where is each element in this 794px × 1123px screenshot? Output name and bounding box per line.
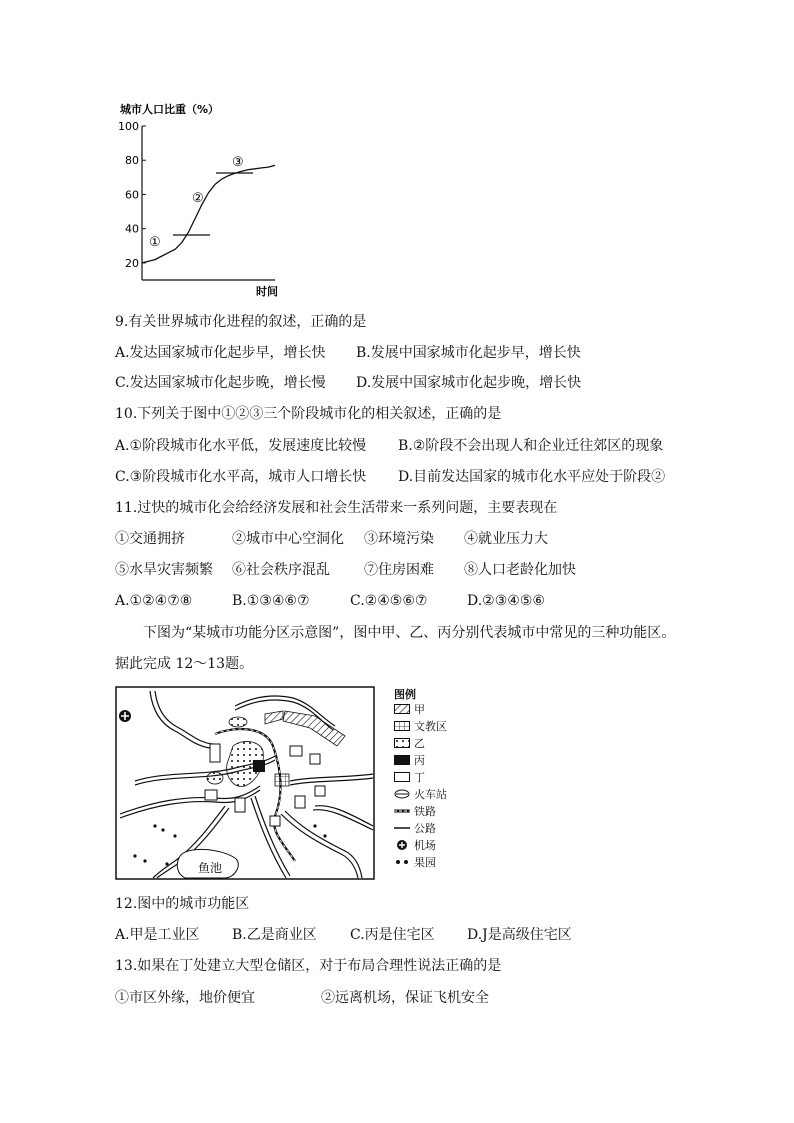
legend-black-icon xyxy=(394,755,410,765)
q13-stem: 13.如果在丁处建立大型仓储区，对于布局合理性说法正确的是 xyxy=(115,958,502,974)
legend-road-icon xyxy=(394,823,410,833)
q12-option-d: D.J是高级住宅区 xyxy=(467,927,572,943)
legend-item-bing: 丙 xyxy=(394,753,425,767)
legend-item-ding: 丁 xyxy=(394,770,425,784)
urbanization-chart-svg xyxy=(110,100,290,300)
fish-pond-label: 鱼池 xyxy=(198,861,223,875)
q11-item-5: ⑤水旱灾害频繁 xyxy=(115,562,213,578)
q10-stem: 10.下列关于图中①②③三个阶段城市化的相关叙述，正确的是 xyxy=(115,406,502,422)
y-tick-label-80: 80 xyxy=(125,154,139,168)
y-tick-label-20: 20 xyxy=(125,256,139,270)
q11-item-1: ①交通拥挤 xyxy=(115,531,185,547)
q11-item-8: ⑧人口老龄化加快 xyxy=(464,562,576,578)
legend-item-station: 火车站 xyxy=(394,787,447,801)
q10-option-a: A.①阶段城市化水平低，发展速度比较慢 xyxy=(115,438,367,454)
urbanization-chart xyxy=(110,100,290,300)
legend-grid-icon xyxy=(394,721,410,731)
q12-stem: 12.图中的城市功能区 xyxy=(115,896,250,912)
q11-item-3: ③环境污染 xyxy=(364,531,434,547)
intro-text-line2: 据此完成 12～13题。 xyxy=(115,656,254,672)
stage-label-3: ③ xyxy=(232,155,244,170)
map-legend xyxy=(394,686,484,876)
q10-option-b: B.②阶段不会出现人和企业迁往郊区的现象 xyxy=(398,438,664,454)
zone-education xyxy=(275,774,289,786)
q9-option-c: C.发达国家城市化起步晚，增长慢 xyxy=(115,375,326,391)
q11-option-c: C.②④⑤⑥⑦ xyxy=(350,593,428,609)
legend-item-education: 文教区 xyxy=(394,719,447,733)
q11-item-6: ⑥社会秩序混乱 xyxy=(232,562,330,578)
q11-option-b: B.①③④⑥⑦ xyxy=(232,593,310,609)
q10-option-d: D.目前发达国家的城市化水平应处于阶段② xyxy=(398,469,666,485)
legend-hatch-icon xyxy=(394,704,410,714)
q9-option-a: A.发达国家城市化起步早，增长快 xyxy=(115,345,326,361)
q9-stem: 9.有关世界城市化进程的叙述，正确的是 xyxy=(115,314,367,330)
chart-ylabel: 城市人口比重（%） xyxy=(120,103,220,116)
y-tick-label-60: 60 xyxy=(125,188,139,202)
q11-option-a: A.①②④⑦⑧ xyxy=(115,593,193,609)
chart-xlabel: 时间 xyxy=(256,285,278,298)
q13-item-1: ①市区外缘，地价便宜 xyxy=(115,990,255,1006)
legend-dots-icon xyxy=(394,738,410,748)
urbanization-curve xyxy=(142,165,275,263)
q9-option-d: D.发展中国家城市化起步晚，增长快 xyxy=(356,375,582,391)
q11-item-7: ⑦住房困难 xyxy=(364,562,434,578)
legend-railway-icon xyxy=(394,806,410,816)
city-zone-map-svg xyxy=(115,686,377,882)
y-tick-label-40: 40 xyxy=(125,222,139,236)
q12-option-c: C.丙是住宅区 xyxy=(350,927,435,943)
legend-airport-icon xyxy=(394,840,410,850)
legend-item-jia: 甲 xyxy=(394,702,425,716)
legend-item-airport: 机场 xyxy=(394,838,436,852)
intro-text-line1: 下图为“某城市功能分区示意图”，图中甲、乙、丙分别代表城市中常见的三种功能区。 xyxy=(143,625,676,641)
legend-item-road: 公路 xyxy=(394,821,436,835)
legend-title: 图例 xyxy=(394,688,416,701)
q13-item-2: ②远离机场，保证飞机安全 xyxy=(321,990,489,1006)
q12-option-a: A.甲是工业区 xyxy=(115,927,200,943)
legend-item-orchard: 果园 xyxy=(394,855,436,869)
legend-item-yi: 乙 xyxy=(394,736,425,750)
stage-label-1: ① xyxy=(149,235,161,250)
q11-item-4: ④就业压力大 xyxy=(464,531,548,547)
zone-bing xyxy=(253,760,265,772)
legend-orchard-icon xyxy=(394,857,410,867)
q12-option-b: B.乙是商业区 xyxy=(232,927,317,943)
y-tick-label-100: 100 xyxy=(118,120,139,133)
stage-label-2: ② xyxy=(192,191,204,206)
q11-stem: 11.过快的城市化会给经济发展和社会生活带来一系列问题，主要表现在 xyxy=(115,500,558,516)
legend-station-icon xyxy=(394,789,410,799)
legend-item-railway: 铁路 xyxy=(394,804,436,818)
airport-symbol xyxy=(119,710,131,722)
q11-option-d: D.②③④⑤⑥ xyxy=(467,593,545,609)
zone-yi-2 xyxy=(207,772,223,784)
q10-option-c: C.③阶段城市化水平高，城市人口增长快 xyxy=(115,469,367,485)
q9-option-b: B.发展中国家城市化起步早，增长快 xyxy=(356,345,581,361)
legend-white-icon xyxy=(394,772,410,782)
q11-item-2: ②城市中心空洞化 xyxy=(232,531,344,547)
city-zone-map xyxy=(115,686,377,882)
